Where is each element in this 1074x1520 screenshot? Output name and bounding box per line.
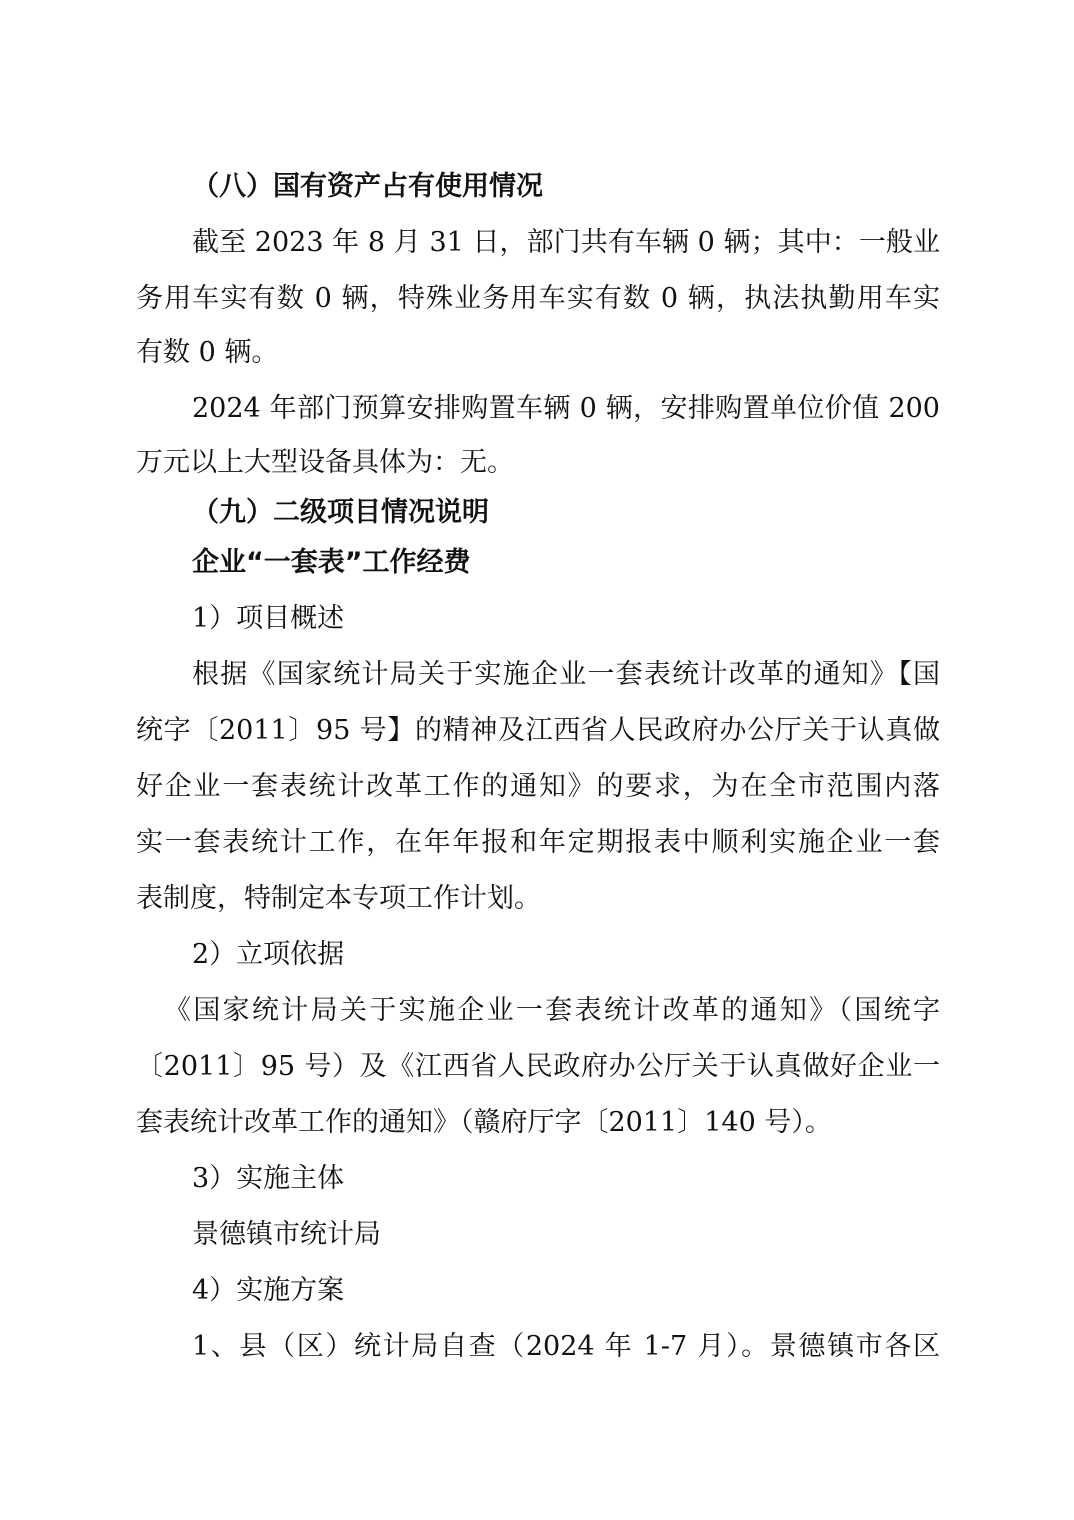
paragraph-line: 好企业一套表统计改革工作的通知》的要求，为在全市范围内落 bbox=[136, 771, 940, 802]
paragraph-line: 截至 2023 年 8 月 31 日，部门共有车辆 0 辆；其中：一般业 bbox=[192, 227, 940, 258]
paragraph-line: 景德镇市统计局 bbox=[192, 1219, 381, 1250]
section-heading-projects: （九）二级项目情况说明 bbox=[192, 497, 489, 528]
paragraph-line: 表制度，特制定本专项工作计划。 bbox=[136, 883, 541, 914]
paragraph-line: 〔2011〕95 号）及《江西省人民政府办公厅关于认真做好企业一 bbox=[136, 1051, 940, 1082]
subheading-plan: 4）实施方案 bbox=[192, 1275, 345, 1306]
paragraph-line: 2024 年部门预算安排购置车辆 0 辆，安排购置单位价值 200 bbox=[192, 393, 940, 424]
paragraph-line: 《国家统计局关于实施企业一套表统计改革的通知》（国统字 bbox=[164, 995, 940, 1026]
paragraph-line: 套表统计改革工作的通知》（赣府厅字〔2011〕140 号）。 bbox=[136, 1107, 832, 1138]
paragraph-line: 实一套表统计工作，在年年报和年定期报表中顺利实施企业一套 bbox=[136, 827, 940, 858]
paragraph-line: 万元以上大型设备具体为：无。 bbox=[136, 447, 514, 478]
subheading-overview: 1）项目概述 bbox=[192, 603, 345, 634]
section-heading-state-assets: （八）国有资产占有使用情况 bbox=[192, 171, 543, 202]
paragraph-line: 有数 0 辆。 bbox=[136, 337, 279, 368]
subheading-implementer: 3）实施主体 bbox=[192, 1163, 345, 1194]
project-title: 企业“一套表”工作经费 bbox=[192, 547, 471, 578]
paragraph-line: 根据《国家统计局关于实施企业一套表统计改革的通知》【国 bbox=[192, 659, 940, 690]
paragraph-line: 务用车实有数 0 辆，特殊业务用车实有数 0 辆，执法执勤用车实 bbox=[136, 283, 940, 314]
paragraph-line: 统字〔2011〕95 号】的精神及江西省人民政府办公厅关于认真做 bbox=[136, 715, 940, 746]
subheading-basis: 2）立项依据 bbox=[192, 939, 345, 970]
paragraph-line: 1、县（区）统计局自查（2024 年 1-7 月）。景德镇市各区 bbox=[192, 1331, 940, 1362]
